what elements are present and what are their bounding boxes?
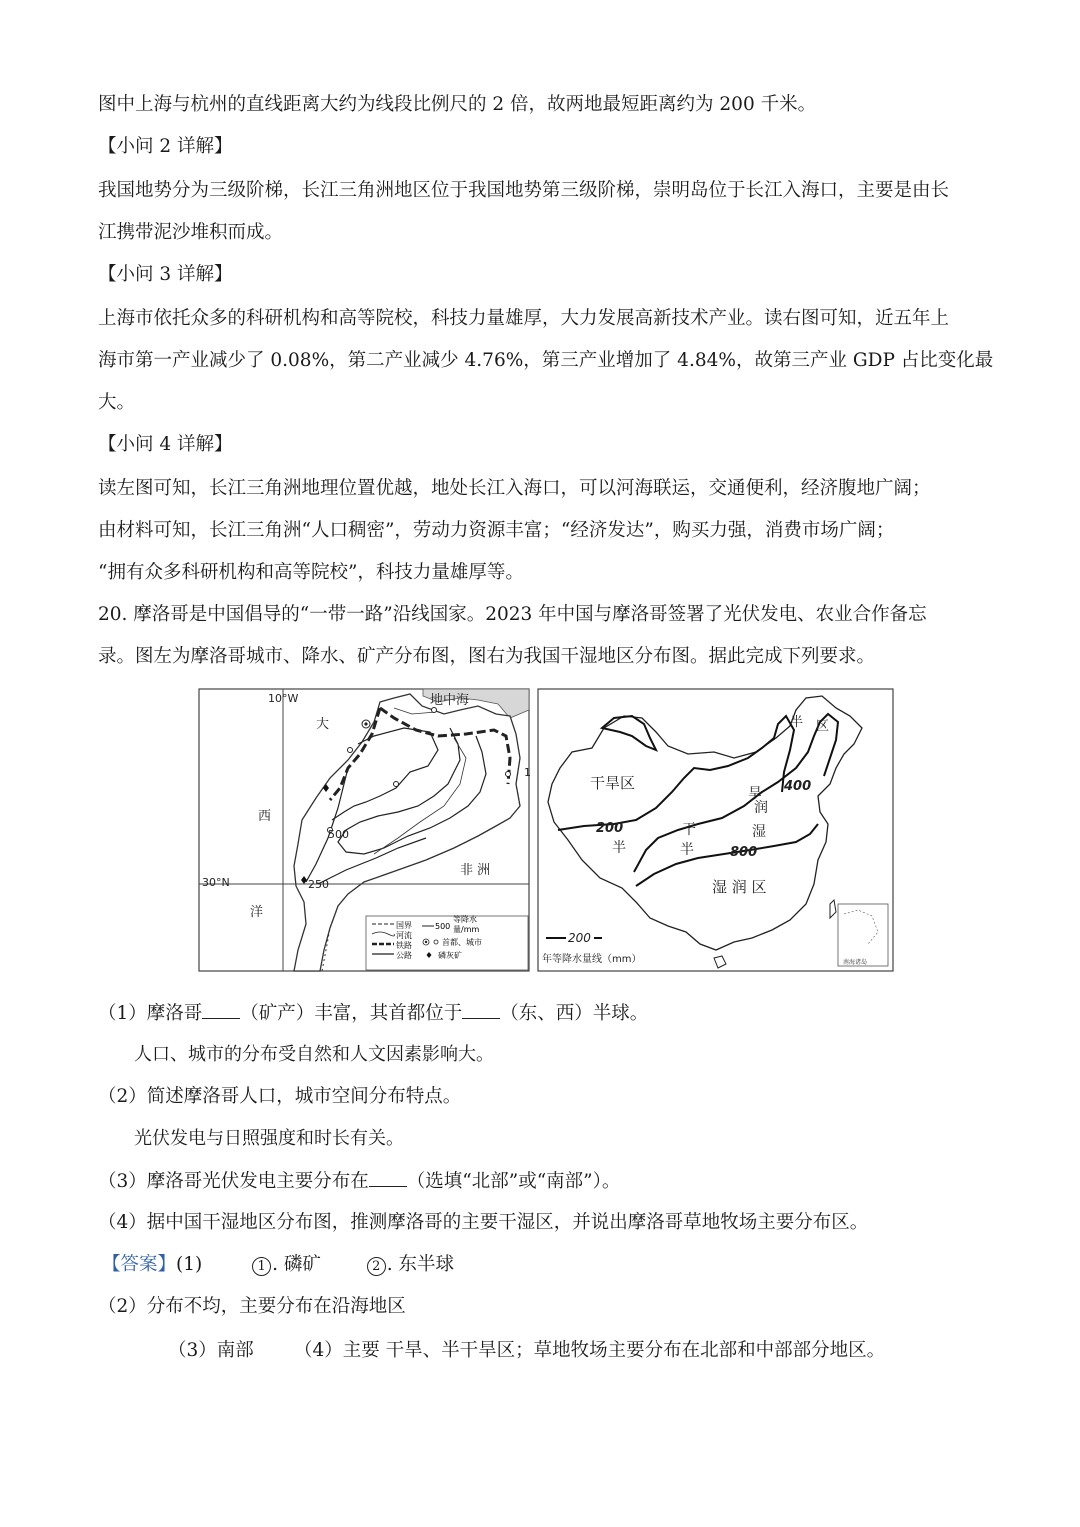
answer-1-text-1: . 磷矿	[272, 1254, 321, 1275]
label-semi-arid-1: 半	[612, 840, 626, 856]
q1-blank-1[interactable]	[202, 1000, 240, 1019]
answer-1-marker-2: 2	[367, 1257, 386, 1276]
capital-dot	[364, 722, 367, 725]
legend-railway-label: 铁路	[396, 941, 412, 950]
map-figure	[198, 688, 894, 978]
explanation-paragraph-3b: 海市第一产业减少了 0.08%，第二产业减少 4.76%，第三产业增加了 4.84%，故第三产业 GDP 占比变化最	[98, 350, 994, 371]
inset-caption: 南海诸岛	[843, 959, 868, 966]
q3-blank[interactable]	[369, 1168, 407, 1187]
label-semi-humid-2: 湿	[752, 824, 766, 840]
china-map	[538, 689, 893, 971]
label-humid: 湿 润 区	[712, 878, 767, 896]
section-heading-4: 【小问 4 详解】	[98, 434, 233, 455]
label-iso-800: 800	[730, 845, 758, 860]
question-20-stem-b: 录。图左为摩洛哥城市、降水、矿产分布图，图右为我国干湿地区分布图。据此完成下列要求。	[98, 646, 876, 667]
label-iso-500: 500	[328, 828, 349, 841]
label-semi-humid-1: 半	[790, 715, 804, 730]
label-iso-200: 200	[596, 821, 624, 836]
q1-pre: （1）摩洛哥	[98, 1003, 203, 1024]
label-30n: 30°N	[202, 876, 230, 889]
label-semi-arid-4: 半	[680, 842, 694, 858]
note-2: 光伏发电与日照强度和时长有关。	[134, 1128, 404, 1149]
city-symbol	[432, 708, 437, 713]
legend-river-label: 河流	[396, 931, 412, 940]
city-symbol	[348, 748, 353, 753]
label-10w: 10°W	[268, 692, 299, 705]
explanation-paragraph-3c: 大。	[98, 392, 136, 413]
explanation-paragraph-2b: 江携带泥沙堆积而成。	[98, 222, 284, 243]
city-symbol	[394, 782, 399, 787]
legend-iso-label-2: 量/mm	[453, 925, 480, 934]
legend-phosphate-label: 磷灰矿	[438, 951, 462, 960]
legend-isoline-value: 200	[568, 931, 591, 945]
explanation-paragraph-3a: 上海市依托众多的科研机构和高等院校，科技力量雄厚，大力发展高新技术产业。读右图可知，近五年上	[98, 308, 950, 329]
legend-border-label: 国界	[396, 921, 412, 930]
question-3	[98, 1168, 620, 1195]
answer-1-label: (1)	[176, 1254, 203, 1275]
label-mediterranean: 地中海	[430, 693, 470, 708]
section-heading-3: 【小问 3 详解】	[98, 264, 233, 285]
left-map-legend	[366, 914, 528, 970]
label-africa: 非 洲	[460, 863, 491, 878]
legend-isoline-caption: 年等降水量线（mm）	[542, 954, 642, 965]
question-2: （2）简述摩洛哥人口，城市空间分布特点。	[98, 1086, 462, 1107]
q3-post: （选填“北部”或“南部”）。	[406, 1171, 621, 1192]
maps-svg	[198, 688, 894, 974]
legend-city-symbol	[434, 940, 438, 944]
label-semi-humid-3: 润	[754, 800, 768, 816]
label-ocean-1: 大	[316, 717, 330, 732]
q1-post: （东、西）半球。	[500, 1003, 649, 1024]
explanation-paragraph-4b: 由材料可知，长江三角洲“人口稠密”，劳动力资源丰富；“经济发达”，购买力强，消费市场广阔；	[98, 520, 895, 541]
note-1: 人口、城市的分布受自然和人文因素影响大。	[134, 1044, 494, 1065]
answer-4: （4）主要 干旱、半干旱区；草地牧场主要分布在北部和中部部分地区。	[294, 1340, 886, 1361]
label-ocean-2: 西	[258, 809, 272, 824]
answer-1-text-2: . 东半球	[386, 1254, 455, 1275]
answer-tag: 【答案】	[102, 1254, 177, 1275]
question-1	[98, 1000, 648, 1027]
legend-iso-sample: 500	[435, 922, 451, 931]
label-ocean-3: 洋	[250, 905, 264, 920]
section-heading-2: 【小问 2 详解】	[98, 136, 233, 157]
explanation-paragraph-1: 图中上海与杭州的直线距离大约为线段比例尺的 2 倍，故两地最短距离约为 200 千米。	[98, 94, 817, 115]
answer-3: （3）南部	[168, 1340, 254, 1361]
q3-pre: （3）摩洛哥光伏发电主要分布在	[98, 1171, 369, 1192]
explanation-paragraph-4c: “拥有众多科研机构和高等院校”，科技力量雄厚等。	[98, 562, 524, 583]
label-iso-250: 250	[308, 878, 329, 891]
answer-1-marker-1: 1	[252, 1257, 271, 1276]
label-semi-humid-4: 区	[816, 719, 830, 734]
explanation-paragraph-4a: 读左图可知，长江三角洲地理位置优越，地处长江入海口，可以河海联运，交通便利，经济腹地广阔；	[98, 478, 931, 499]
question-4: （4）据中国干湿地区分布图，推测摩洛哥的主要干湿区，并说出摩洛哥草地牧场主要分布区。	[98, 1212, 869, 1233]
legend-road-label: 公路	[396, 951, 412, 960]
q1-mid: （矿产）丰富，其首都位于	[240, 1003, 463, 1024]
question-20-stem-a: 20. 摩洛哥是中国倡导的“一带一路”沿线国家。2023 年中国与摩洛哥签署了光伏发电、农业合作备忘	[98, 604, 927, 625]
answer-1	[102, 1252, 454, 1278]
label-iso-1: 1	[524, 766, 531, 779]
q1-blank-2[interactable]	[462, 1000, 500, 1019]
explanation-paragraph-2a: 我国地势分为三级阶梯，长江三角洲地区位于我国地势第三级阶梯，崇明岛位于长江入海口，主要是由长	[98, 180, 950, 201]
city-symbol	[506, 772, 511, 777]
legend-iso-label-1: 等降水	[453, 915, 477, 924]
answer-2: （2）分布不均，主要分布在沿海地区	[98, 1296, 406, 1317]
label-iso-400: 400	[784, 779, 812, 794]
morocco-map	[199, 689, 531, 971]
label-arid: 干旱区	[590, 774, 636, 792]
legend-capital-dot	[425, 941, 427, 943]
legend-capital-city-label: 首都、城市	[442, 938, 482, 947]
label-semi-arid-3: 旱	[748, 786, 762, 802]
label-semi-arid-2: 干	[682, 822, 696, 838]
